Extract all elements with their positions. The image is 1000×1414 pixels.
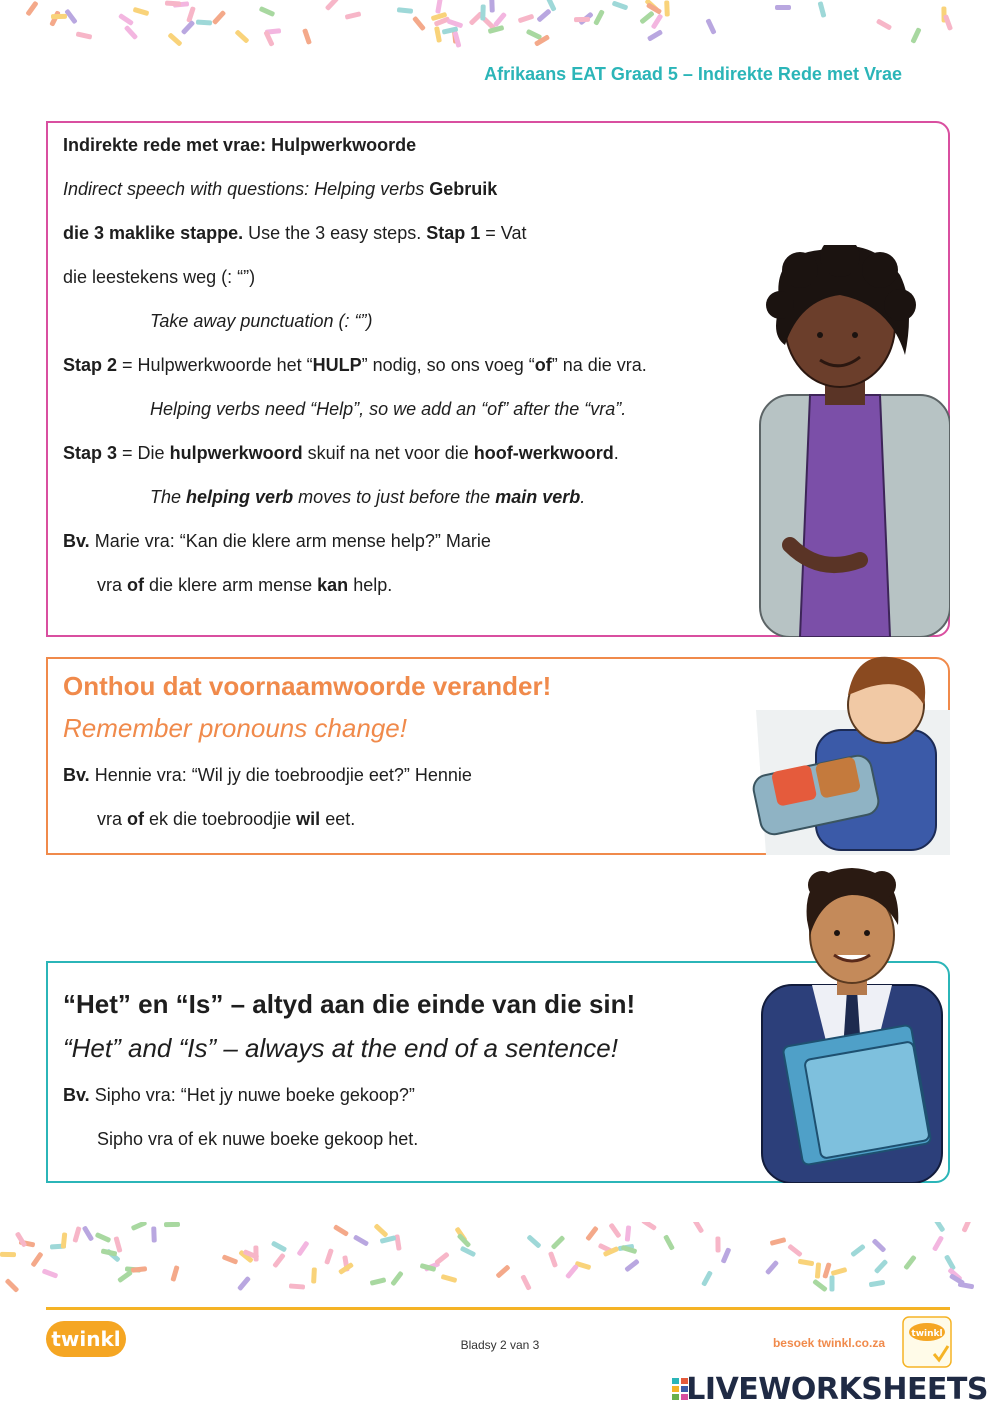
confetti-piece xyxy=(574,17,590,22)
confetti-piece xyxy=(798,1259,815,1267)
confetti-piece xyxy=(871,1238,886,1253)
box3-example-answer: Sipho vra of ek nuwe boeke gekoop het. xyxy=(97,1129,419,1149)
confetti-piece xyxy=(625,1225,632,1241)
confetti-piece xyxy=(270,1240,286,1252)
confetti-piece xyxy=(181,20,196,35)
confetti-piece xyxy=(288,1283,304,1289)
confetti-piece xyxy=(380,1236,397,1245)
confetti-piece xyxy=(370,1277,387,1286)
step3-line: Stap 3 = Die hulpwerkwoord skuif na net voor die hoof-werkwoord. xyxy=(63,443,619,463)
boy-with-books-illustration xyxy=(752,865,950,1183)
confetti-piece xyxy=(611,1,628,11)
footer-divider xyxy=(46,1307,950,1310)
confetti-piece xyxy=(565,1263,579,1278)
confetti-piece xyxy=(212,10,227,25)
boy-eating-illustration xyxy=(746,650,950,855)
box3-example: Bv. Sipho vra: “Het jy nuwe boeke gekoop?” xyxy=(63,1085,415,1105)
confetti-piece xyxy=(434,1252,450,1266)
confetti-piece xyxy=(234,29,249,43)
confetti-piece xyxy=(957,1282,974,1290)
box1-line2: Indirect speech with questions: Helping verbs Gebruik xyxy=(63,179,498,199)
confetti-piece xyxy=(82,1225,94,1241)
box1-line3: die 3 maklike stappe. Use the 3 easy steps. Stap 1 = Vat xyxy=(63,223,527,243)
box3-subtitle: “Het” and “Is” – always at the end of a sentence! xyxy=(63,1033,618,1063)
step2-english: Helping verbs need “Help”, so we add an “of” after the “vra”. xyxy=(150,399,627,419)
confetti-piece xyxy=(390,1271,404,1287)
confetti-piece xyxy=(373,1223,388,1238)
confetti-piece xyxy=(943,14,953,31)
confetti-piece xyxy=(42,1268,59,1278)
confetti-piece xyxy=(876,18,892,30)
confetti-piece xyxy=(495,1264,510,1278)
box2-subtitle: Remember pronouns change! xyxy=(63,713,407,743)
page-number: Bladsy 2 van 3 xyxy=(460,1338,540,1352)
confetti-piece xyxy=(441,1273,458,1282)
confetti-piece xyxy=(344,12,361,21)
confetti-piece xyxy=(333,1225,349,1238)
confetti-piece xyxy=(705,18,716,35)
visit-link[interactable]: besoek twinkl.co.za xyxy=(772,1336,885,1350)
confetti-piece xyxy=(831,1267,848,1276)
page-header-title: Afrikaans EAT Graad 5 – Indirekte Rede met Vrae xyxy=(484,64,902,84)
confetti-border-bottom xyxy=(0,1222,1000,1294)
confetti-piece xyxy=(480,4,485,20)
confetti-piece xyxy=(850,1243,866,1257)
confetti-piece xyxy=(460,1246,477,1258)
confetti-piece xyxy=(692,1222,705,1234)
confetti-piece xyxy=(585,1225,599,1241)
box1-line4: die leestekens weg (: “”) xyxy=(63,267,256,287)
box2-example-answer: vra of ek die toebroodjie wil eet. xyxy=(97,809,356,829)
confetti-piece xyxy=(874,1259,889,1274)
confetti-piece xyxy=(536,8,551,22)
confetti-piece xyxy=(775,5,791,10)
confetti-piece xyxy=(701,1270,713,1286)
confetti-piece xyxy=(517,14,534,24)
confetti-piece xyxy=(25,0,38,16)
confetti-piece xyxy=(787,1243,803,1257)
confetti-piece xyxy=(324,1248,334,1265)
confetti-piece xyxy=(903,1255,917,1271)
confetti-piece xyxy=(222,1254,239,1265)
svg-text:twinkl: twinkl xyxy=(911,1329,943,1339)
confetti-piece xyxy=(123,25,137,40)
confetti-piece xyxy=(237,1276,251,1291)
confetti-piece xyxy=(814,1262,820,1278)
confetti-piece xyxy=(170,1265,179,1282)
box1-example-answer: vra of die klere arm mense kan help. xyxy=(97,575,393,595)
confetti-piece xyxy=(133,6,150,15)
confetti-piece xyxy=(962,1222,973,1233)
quality-badge-icon xyxy=(902,1316,952,1368)
box3-title: “Het” en “Is” – altyd aan die einde van die sin! xyxy=(63,989,636,1019)
confetti-piece xyxy=(716,1236,721,1252)
confetti-piece xyxy=(817,1,826,18)
confetti-border-top xyxy=(0,0,1000,48)
confetti-piece xyxy=(75,32,92,40)
confetti-piece xyxy=(4,1278,19,1293)
confetti-piece xyxy=(593,10,605,27)
confetti-piece xyxy=(94,1232,111,1243)
confetti-piece xyxy=(829,1276,834,1292)
confetti-piece xyxy=(664,0,670,16)
confetti-piece xyxy=(412,16,426,32)
confetti-piece xyxy=(663,1235,675,1251)
confetti-piece xyxy=(453,31,462,48)
confetti-piece xyxy=(609,1223,622,1239)
step2-line: Stap 2 = Hulpwerkwoorde het “HULP” nodig, so ons voeg “of” na die vra. xyxy=(63,355,647,375)
confetti-piece xyxy=(164,1222,180,1227)
confetti-piece xyxy=(397,8,413,15)
confetti-piece xyxy=(647,29,663,41)
box1-line5: Take away punctuation (: “”) xyxy=(150,311,373,331)
confetti-piece xyxy=(551,1235,566,1250)
confetti-piece xyxy=(118,13,134,26)
confetti-piece xyxy=(932,1235,944,1251)
liveworksheets-watermark: LIVEWORKSHEETS xyxy=(686,1372,988,1407)
confetti-piece xyxy=(720,1247,731,1264)
confetti-piece xyxy=(165,1,181,7)
confetti-piece xyxy=(812,1279,828,1293)
confetti-piece xyxy=(436,0,444,14)
confetti-piece xyxy=(311,1267,317,1283)
confetti-piece xyxy=(72,1226,81,1243)
confetti-piece xyxy=(297,1240,310,1256)
confetti-piece xyxy=(548,1251,558,1268)
confetti-piece xyxy=(489,0,495,13)
box1-heading: Indirekte rede met vrae: Hulpwerkwoorde xyxy=(63,135,417,155)
confetti-piece xyxy=(520,1275,532,1292)
confetti-piece xyxy=(526,1235,541,1249)
confetti-piece xyxy=(117,1270,133,1283)
confetti-piece xyxy=(932,1222,945,1233)
confetti-piece xyxy=(770,1237,787,1246)
confetti-piece xyxy=(765,1260,779,1275)
confetti-piece xyxy=(0,1252,16,1257)
step3-english: The helping verb moves to just before the main verb. xyxy=(150,487,586,507)
girl-illustration xyxy=(740,245,950,637)
confetti-piece xyxy=(353,1234,369,1246)
confetti-piece xyxy=(869,1279,886,1287)
confetti-piece xyxy=(131,1222,148,1231)
confetti-piece xyxy=(624,1258,640,1272)
confetti-piece xyxy=(151,1227,157,1243)
confetti-piece xyxy=(51,14,67,19)
confetti-piece xyxy=(167,33,182,47)
twinkl-logo[interactable]: twinkl xyxy=(46,1321,126,1357)
confetti-piece xyxy=(131,1266,147,1273)
confetti-piece xyxy=(302,29,312,46)
confetti-piece xyxy=(434,26,442,43)
confetti-piece xyxy=(325,0,340,11)
confetti-piece xyxy=(196,20,212,26)
box2-title: Onthou dat voornaamwoorde verander! xyxy=(63,671,552,701)
confetti-piece xyxy=(258,6,275,17)
confetti-piece xyxy=(641,1222,657,1231)
box1-example: Bv. Marie vra: “Kan die klere arm mense help?” Marie xyxy=(63,531,491,551)
confetti-piece xyxy=(272,1253,286,1269)
box2-example: Bv. Hennie vra: “Wil jy die toebroodjie eet?” Hennie xyxy=(63,765,472,785)
confetti-piece xyxy=(30,1251,43,1267)
confetti-piece xyxy=(911,27,922,44)
